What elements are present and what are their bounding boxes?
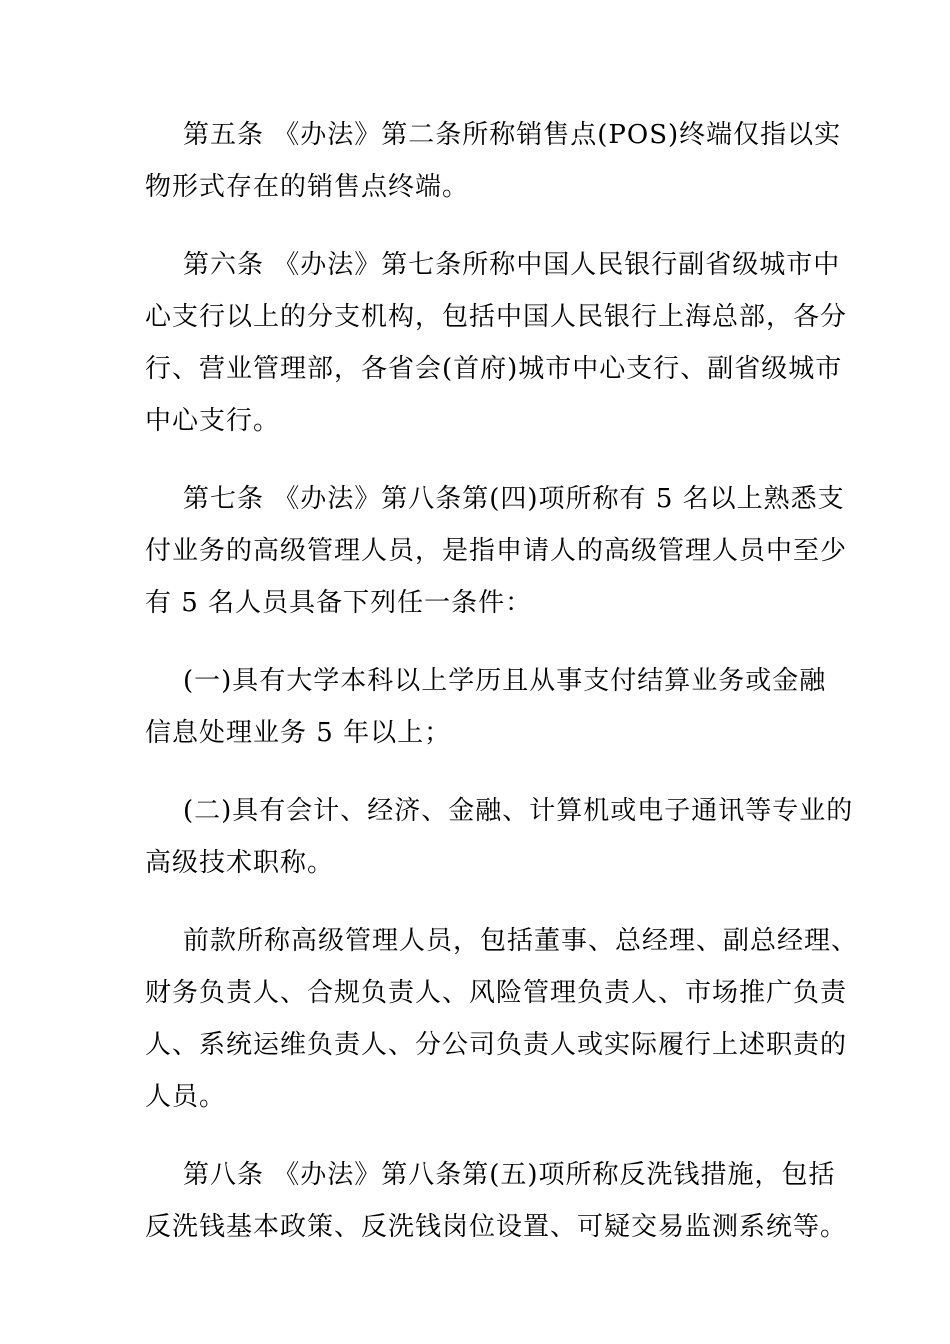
paragraph-article-5 (145, 109, 842, 213)
text-line: 有 5 名人员具备下列任一条件： (145, 588, 533, 618)
text-line: 反洗钱基本政策、反洗钱岗位设置、可疑交易监测系统等。 (145, 1212, 848, 1242)
text-line: 人员。 (145, 1082, 227, 1112)
text-line: 第七条 《办法》第八条第(四)项所称有 5 名以上熟悉支 (183, 484, 845, 514)
paragraph-condition-1 (145, 655, 827, 759)
text-line: 第五条 《办法》第二条所称销售点(POS)终端仅指以实 (183, 120, 842, 150)
paragraph-article-7 (145, 473, 848, 629)
text-line: (一)具有大学本科以上学历且从事支付结算业务或金融 (183, 666, 827, 696)
text-line: 第六条 《办法》第七条所称中国人民银行副省级城市中 (183, 250, 841, 280)
paragraph-article-6 (145, 239, 848, 447)
text-line: 高级技术职称。 (145, 848, 335, 878)
text-line: 行、营业管理部，各省会(首府)城市中心支行、副省级城市 (145, 354, 843, 384)
paragraph-article-8 (145, 1149, 848, 1253)
text-line: 付业务的高级管理人员，是指申请人的高级管理人员中至少 (145, 536, 848, 566)
document-page (145, 109, 859, 1279)
paragraph-senior-management-definition (145, 915, 859, 1123)
text-line: 财务负责人、合规负责人、风险管理负责人、市场推广负责 (145, 978, 848, 1008)
text-line: 信息处理业务 5 年以上； (145, 718, 452, 748)
text-line: 心支行以上的分支机构，包括中国人民银行上海总部，各分 (145, 302, 848, 332)
text-line: (二)具有会计、经济、金融、计算机或电子通讯等专业的 (183, 796, 854, 826)
text-line: 人、系统运维负责人、分公司负责人或实际履行上述职责的 (145, 1030, 848, 1060)
text-line: 前款所称高级管理人员，包括董事、总经理、副总经理、 (183, 926, 859, 956)
text-line: 中心支行。 (145, 406, 281, 436)
paragraph-condition-2 (145, 785, 854, 889)
text-line: 物形式存在的销售点终端。 (145, 172, 470, 202)
text-line: 第八条 《办法》第八条第(五)项所称反洗钱措施，包括 (183, 1160, 836, 1190)
